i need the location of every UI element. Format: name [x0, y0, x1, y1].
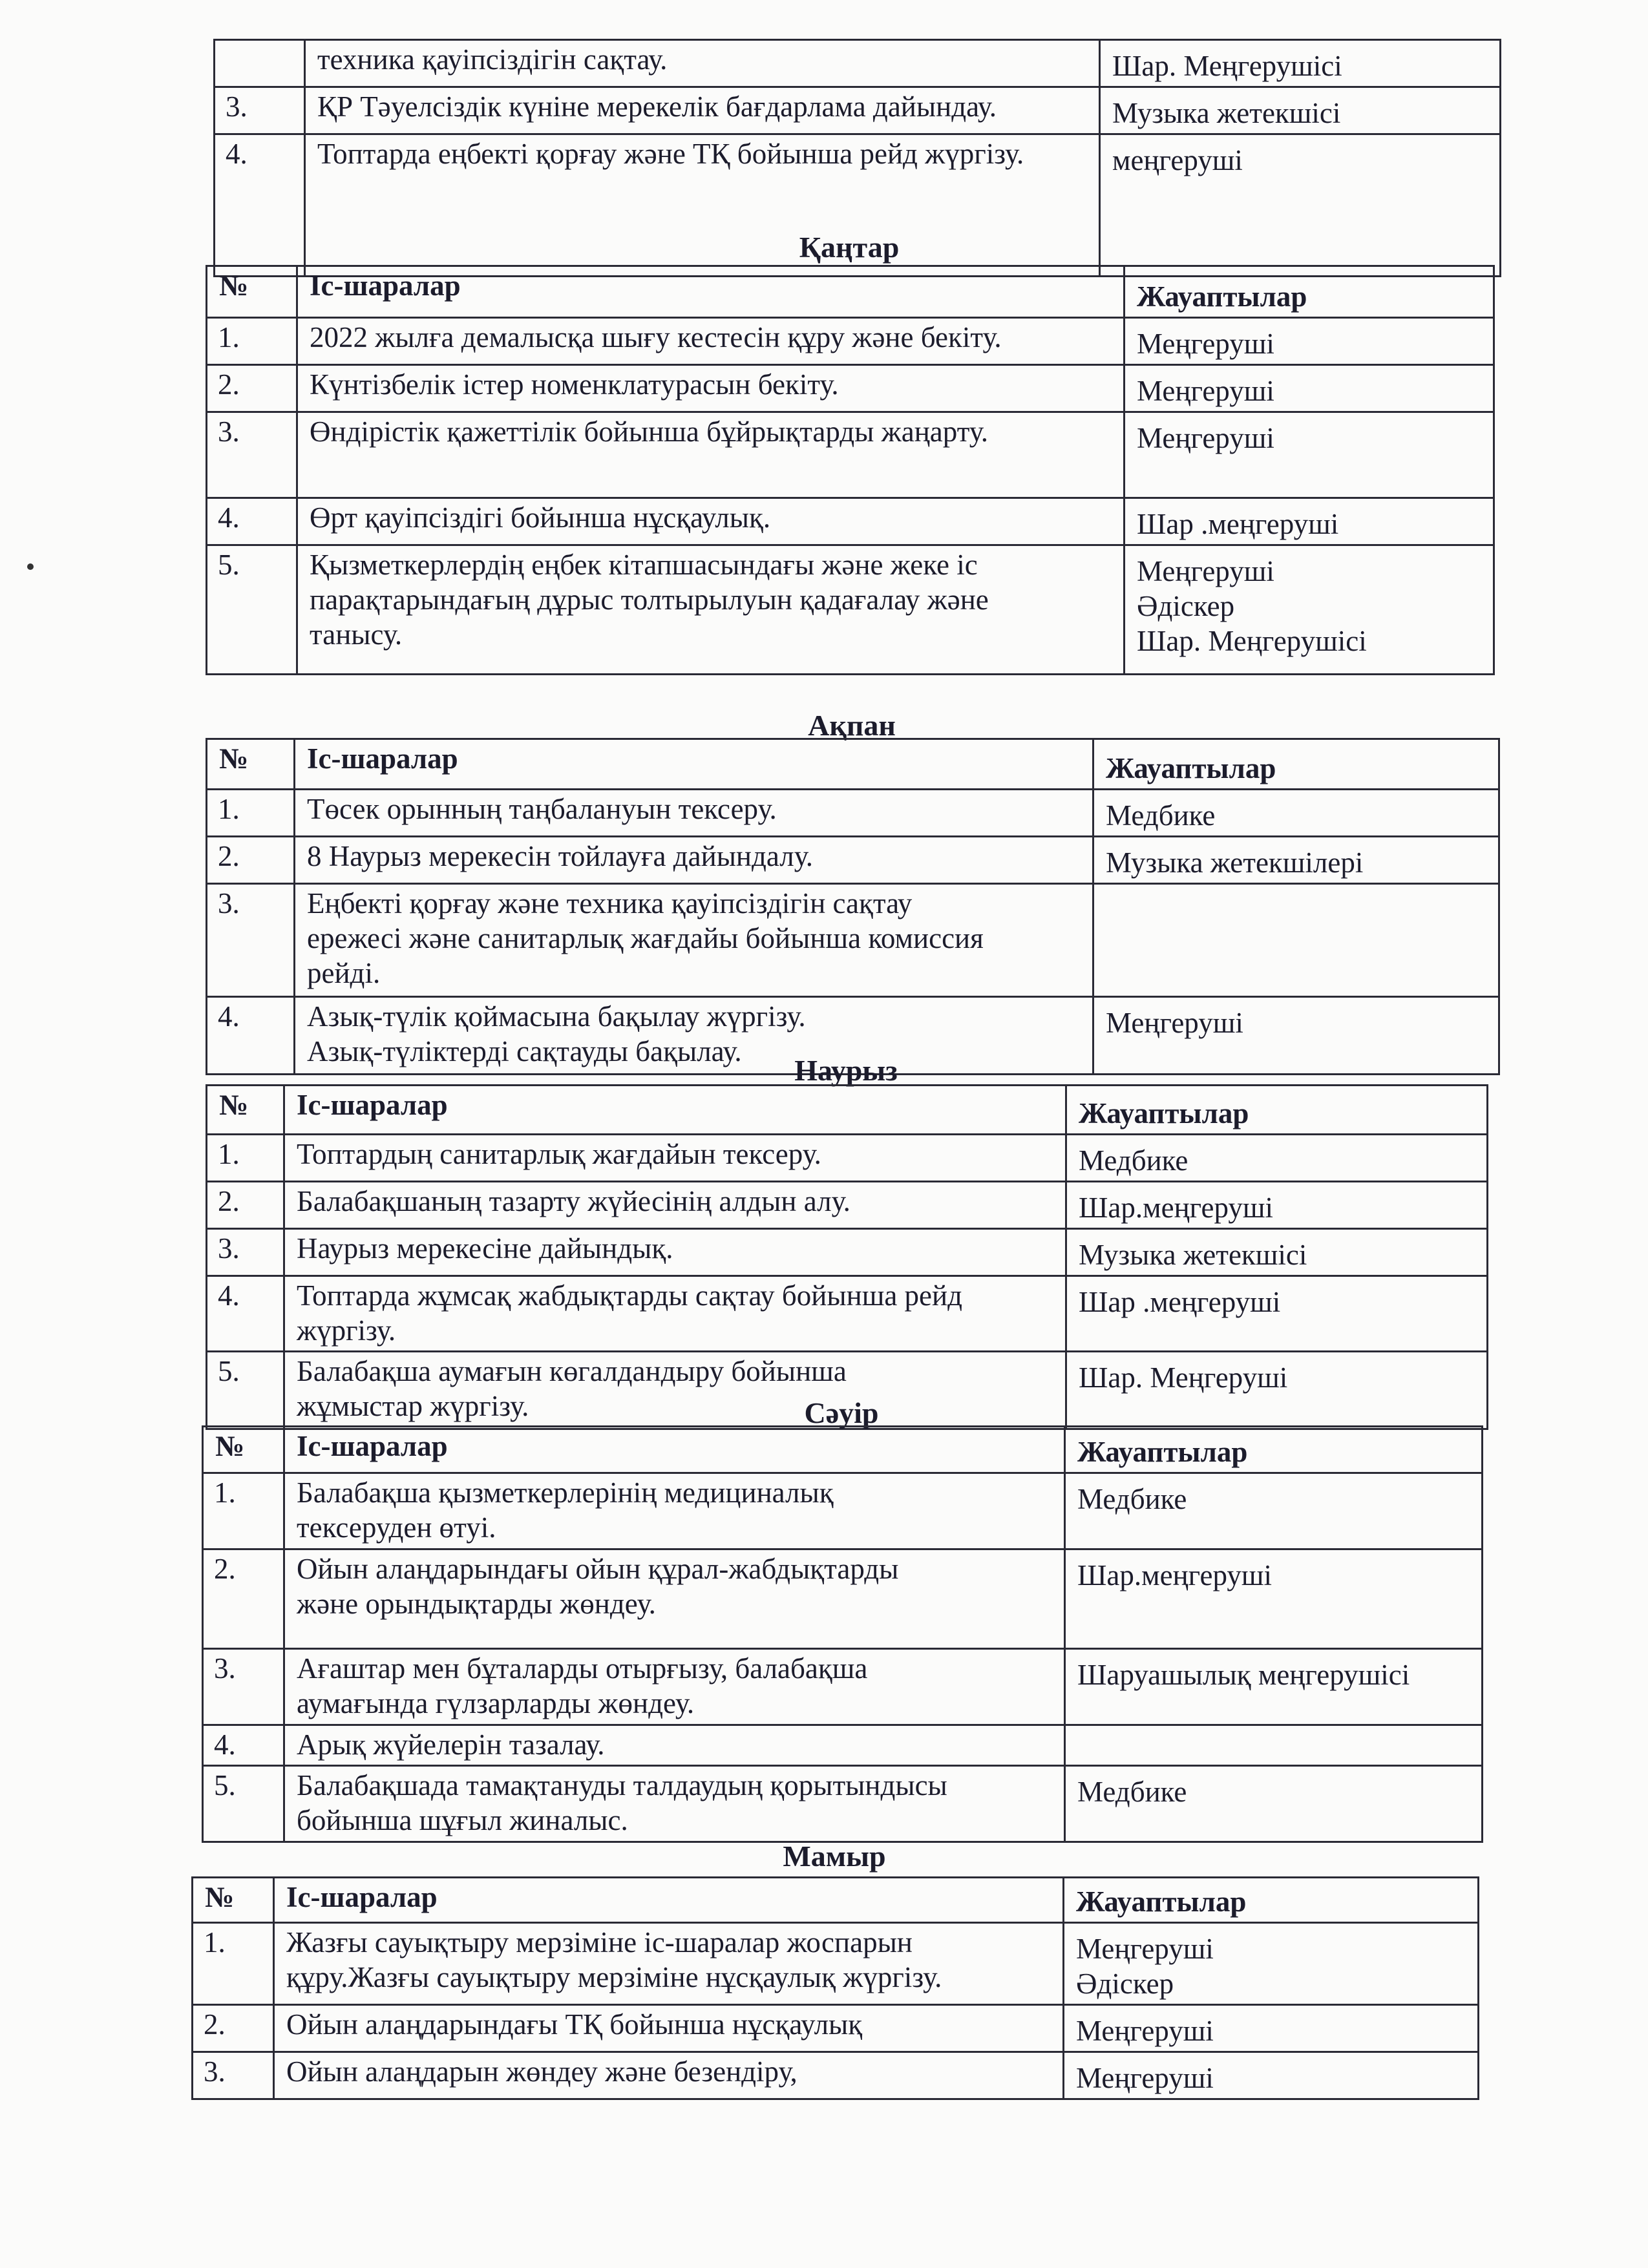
responsible-cell — [1125, 412, 1494, 498]
responsible-text: Шар.меңгеруші — [1077, 1559, 1273, 1591]
activity-cell — [297, 412, 1125, 498]
month-title: Қаңтар — [799, 231, 900, 264]
row-number: 2. — [207, 365, 297, 412]
header-number: № — [193, 1878, 274, 1923]
activity-cell — [274, 2052, 1064, 2099]
responsible-cell — [1065, 1649, 1483, 1725]
responsible-text: Медбике — [1077, 1776, 1187, 1808]
responsible-text: меңгеруші — [1112, 144, 1243, 176]
row-number: 2. — [207, 837, 295, 884]
activity-text: Ойын алаңдарын жөндеу және безендіру, — [286, 2055, 798, 2088]
activity-text: және орындықтарды жөндеу. — [297, 1588, 656, 1620]
activity-text: Балабақша қызметкерлерінің медициналық — [297, 1476, 834, 1509]
responsible-text: Меңгеруші — [1076, 1933, 1214, 1965]
activity-text: танысу. — [310, 618, 403, 651]
responsible-text: Меңгеруші — [1137, 328, 1274, 360]
responsible-cell — [1093, 790, 1499, 837]
responsible-cell — [1125, 318, 1494, 365]
header-activities: Іс-шаралар — [295, 739, 1093, 790]
activity-cell — [284, 1473, 1065, 1549]
responsible-cell — [1065, 1766, 1483, 1842]
header-responsible: Жауаптылар — [1125, 266, 1494, 318]
responsible-cell — [1125, 365, 1494, 412]
header-activities: Іс-шаралар — [284, 1086, 1066, 1135]
header-activities: Іс-шаралар — [274, 1878, 1064, 1923]
activity-text: парақтарындағың дұрыс толтырылуын қадағалау және — [310, 583, 989, 616]
activity-text: Өндірістік қажеттілік бойынша бұйрықтарды жаңарту. — [310, 415, 989, 448]
row-number: 1. — [207, 318, 297, 365]
responsible-cell — [1064, 2005, 1479, 2052]
header-activities: Іс-шаралар — [284, 1427, 1065, 1473]
row-number: 4. — [207, 498, 297, 545]
responsible-text: Медбике — [1079, 1144, 1188, 1177]
row-number: 5. — [203, 1766, 284, 1842]
activity-cell — [274, 2005, 1064, 2052]
activity-cell — [295, 790, 1093, 837]
responsible-text: Меңгеруші — [1106, 1007, 1243, 1039]
activity-text: Балабақшада тамақтануды талдаудың қорытындысы — [297, 1769, 947, 1801]
table-header-row — [193, 1878, 1479, 1923]
row-number: 5. — [207, 545, 297, 675]
plan-table — [206, 265, 1495, 675]
table-row — [207, 412, 1494, 498]
activity-cell — [297, 498, 1125, 545]
month-title: Наурыз — [794, 1054, 898, 1087]
activity-text: құру.Жазғы сауықтыру мерзіміне нұсқаулық жүргізу. — [286, 1961, 942, 1993]
activity-text: Топтардың санитарлық жағдайын тексеру. — [297, 1138, 821, 1170]
responsible-cell — [1125, 498, 1494, 545]
row-number: 4. — [203, 1725, 284, 1766]
responsible-cell — [1064, 2052, 1479, 2099]
responsible-cell — [1100, 40, 1501, 87]
header-number: № — [207, 1086, 284, 1135]
row-number: 3. — [207, 1229, 284, 1276]
row-number: 5. — [207, 1352, 284, 1429]
responsible-text: Әдіскер — [1137, 590, 1235, 622]
responsible-text: Меңгеруші — [1076, 2062, 1214, 2094]
responsible-cell — [1125, 545, 1494, 675]
activity-cell — [284, 1135, 1066, 1182]
row-number: 2. — [203, 1549, 284, 1649]
responsible-cell — [1066, 1229, 1488, 1276]
plan-table — [206, 1084, 1488, 1430]
row-number: 1. — [203, 1473, 284, 1549]
row-number: 4. — [207, 997, 295, 1075]
activity-text: Ойын алаңдарындағы ойын құрал-жабдықтарды — [297, 1553, 899, 1585]
month-title: Мамыр — [783, 1840, 886, 1873]
activity-text: Топтарда жұмсақ жабдықтарды сақтау бойынша рейд — [297, 1279, 963, 1312]
table-header-row — [207, 739, 1499, 790]
table-row — [203, 1725, 1483, 1766]
row-number — [215, 40, 305, 87]
responsible-cell — [1066, 1276, 1488, 1352]
responsible-text: Музыка жетекшісі — [1112, 97, 1341, 129]
header-responsible: Жауаптылар — [1065, 1427, 1483, 1473]
table-row — [207, 365, 1494, 412]
table-row — [207, 545, 1494, 675]
activity-text: тексеруден өтуі. — [297, 1511, 496, 1544]
table-header-row — [203, 1427, 1483, 1473]
table-row — [207, 1229, 1488, 1276]
header-activities: Іс-шаралар — [297, 266, 1125, 318]
activity-text: жүргізу. — [297, 1314, 396, 1347]
activity-text: Қызметкерлердің еңбек кітапшасындағы және жеке іс — [310, 549, 978, 581]
table-row — [215, 87, 1501, 134]
table-row — [203, 1766, 1483, 1842]
responsible-text: Музыка жетекшісі — [1079, 1239, 1307, 1271]
table-row — [193, 2005, 1479, 2052]
row-number: 2. — [193, 2005, 274, 2052]
row-number: 4. — [215, 134, 305, 277]
row-number: 3. — [203, 1649, 284, 1725]
table-row — [193, 1923, 1479, 2005]
table-row — [207, 498, 1494, 545]
table-row — [207, 1135, 1488, 1182]
row-number: 2. — [207, 1182, 284, 1229]
responsible-text: Әдіскер — [1076, 1968, 1174, 2000]
responsible-text: Шар. Меңгеруші — [1079, 1361, 1288, 1394]
responsible-text: Шар. Меңгерушісі — [1112, 50, 1342, 82]
responsible-cell — [1064, 1923, 1479, 2005]
activity-cell — [274, 1923, 1064, 2005]
activity-cell — [295, 884, 1093, 997]
table-header-row — [207, 266, 1494, 318]
activity-text: техника қауіпсіздігін сақтау. — [317, 43, 668, 76]
table-header-row — [207, 1086, 1488, 1135]
activity-text: Жазғы сауықтыру мерзіміне іс-шаралар жоспарын — [286, 1926, 913, 1958]
activity-cell — [284, 1549, 1065, 1649]
activity-text: аумағында гүлзарларды жөндеу. — [297, 1687, 695, 1719]
responsible-cell — [1066, 1182, 1488, 1229]
activity-cell — [284, 1276, 1066, 1352]
responsible-cell — [1100, 87, 1501, 134]
responsible-text: Меңгеруші — [1137, 422, 1274, 454]
header-number: № — [203, 1427, 284, 1473]
activity-cell — [297, 318, 1125, 365]
row-number: 3. — [207, 884, 295, 997]
header-responsible: Жауаптылар — [1093, 739, 1499, 790]
responsible-cell — [1066, 1135, 1488, 1182]
activity-cell — [284, 1649, 1065, 1725]
activity-cell — [305, 40, 1100, 87]
table-row — [207, 1276, 1488, 1352]
activity-cell — [295, 837, 1093, 884]
row-number: 1. — [193, 1923, 274, 2005]
activity-text: рейді. — [307, 957, 381, 989]
responsible-text: Шаруашылық меңгерушісі — [1077, 1659, 1410, 1691]
activity-cell — [305, 87, 1100, 134]
responsible-text: Медбике — [1106, 799, 1216, 832]
responsible-cell — [1065, 1725, 1483, 1766]
activity-cell — [284, 1766, 1065, 1842]
month-title: Сәуір — [804, 1396, 879, 1429]
scan-speck — [27, 563, 34, 570]
responsible-text: Шар .меңгеруші — [1079, 1286, 1281, 1318]
activity-text: Наурыз мерекесіне дайындық. — [297, 1232, 673, 1265]
responsible-cell — [1065, 1549, 1483, 1649]
table-row — [207, 790, 1499, 837]
activity-cell — [297, 545, 1125, 675]
table-row — [193, 2052, 1479, 2099]
header-number: № — [207, 739, 295, 790]
table-row — [203, 1473, 1483, 1549]
responsible-text: Музыка жетекшілері — [1106, 846, 1364, 879]
row-number: 1. — [207, 790, 295, 837]
month-title: Ақпан — [808, 709, 896, 742]
activity-text: Балабақша аумағын көгалдандыру бойынша — [297, 1355, 847, 1387]
responsible-text: Меңгеруші — [1137, 375, 1274, 407]
plan-table — [191, 1876, 1479, 2100]
responsible-text: Шар.меңгеруші — [1079, 1192, 1274, 1224]
plan-table — [206, 738, 1500, 1075]
activity-text: Ағаштар мен бұталарды отырғызу, балабақша — [297, 1652, 868, 1685]
responsible-cell — [1065, 1473, 1483, 1549]
header-number: № — [207, 266, 297, 318]
activity-text: жұмыстар жүргізу. — [297, 1390, 529, 1422]
responsible-cell — [1093, 884, 1499, 997]
row-number: 3. — [215, 87, 305, 134]
table-row — [207, 1182, 1488, 1229]
activity-text: Өрт қауіпсіздігі бойынша нұсқаулық. — [310, 501, 771, 534]
row-number: 3. — [193, 2052, 274, 2099]
table-row — [207, 884, 1499, 997]
responsible-text: Меңгеруші — [1076, 2015, 1214, 2047]
table-row — [215, 40, 1501, 87]
responsible-cell — [1093, 837, 1499, 884]
activity-text: Ойын алаңдарындағы ТҚ бойынша нұсқаулық — [286, 2008, 863, 2041]
activity-text: Еңбекті қорғау және техника қауіпсіздігін сақтау — [307, 887, 913, 919]
table-row — [207, 318, 1494, 365]
activity-text: бойынша шұғыл жиналыс. — [297, 1804, 628, 1836]
activity-text: ережесі және санитарлық жағдайы бойынша комиссия — [307, 922, 984, 954]
activity-text: 2022 жылға демалысқа шығу кестесін құру және бекіту. — [310, 321, 1002, 353]
responsible-text: Шар. Меңгерушісі — [1137, 625, 1367, 657]
header-responsible: Жауаптылар — [1064, 1878, 1479, 1923]
responsible-text: Медбике — [1077, 1483, 1187, 1515]
activity-text: Күнтізбелік істер номенклатурасын бекіту. — [310, 368, 839, 401]
responsible-text: Шар .меңгеруші — [1137, 508, 1339, 540]
activity-text: 8 Наурыз мерекесін тойлауға дайындалу. — [307, 840, 813, 872]
row-number: 1. — [207, 1135, 284, 1182]
table-row — [203, 1649, 1483, 1725]
responsible-text: Меңгеруші — [1137, 555, 1274, 587]
activity-text: Топтарда еңбекті қорғау және ТҚ бойынша рейд жүргізу. — [317, 138, 1024, 170]
activity-text: Азық-түліктерді сақтауды бақылау. — [307, 1035, 742, 1067]
activity-cell — [284, 1229, 1066, 1276]
activity-text: Төсек орынның таңбалануын тексеру. — [307, 793, 777, 825]
activity-cell — [284, 1182, 1066, 1229]
activity-text: Балабақшаның тазарту жүйесінің алдын алу. — [297, 1185, 850, 1217]
activity-text: ҚР Тәуелсіздік күніне мерекелік бағдарлама дайындау. — [317, 90, 997, 123]
activity-text: Азық-түлік қоймасына бақылау жүргізу. — [307, 1000, 806, 1033]
activity-text: Арық жүйелерін тазалау. — [297, 1728, 605, 1761]
table-row — [207, 837, 1499, 884]
row-number: 3. — [207, 412, 297, 498]
activity-cell — [297, 365, 1125, 412]
header-responsible: Жауаптылар — [1066, 1086, 1488, 1135]
plan-table — [202, 1425, 1483, 1843]
row-number: 4. — [207, 1276, 284, 1352]
table-row — [203, 1549, 1483, 1649]
activity-cell — [284, 1725, 1065, 1766]
